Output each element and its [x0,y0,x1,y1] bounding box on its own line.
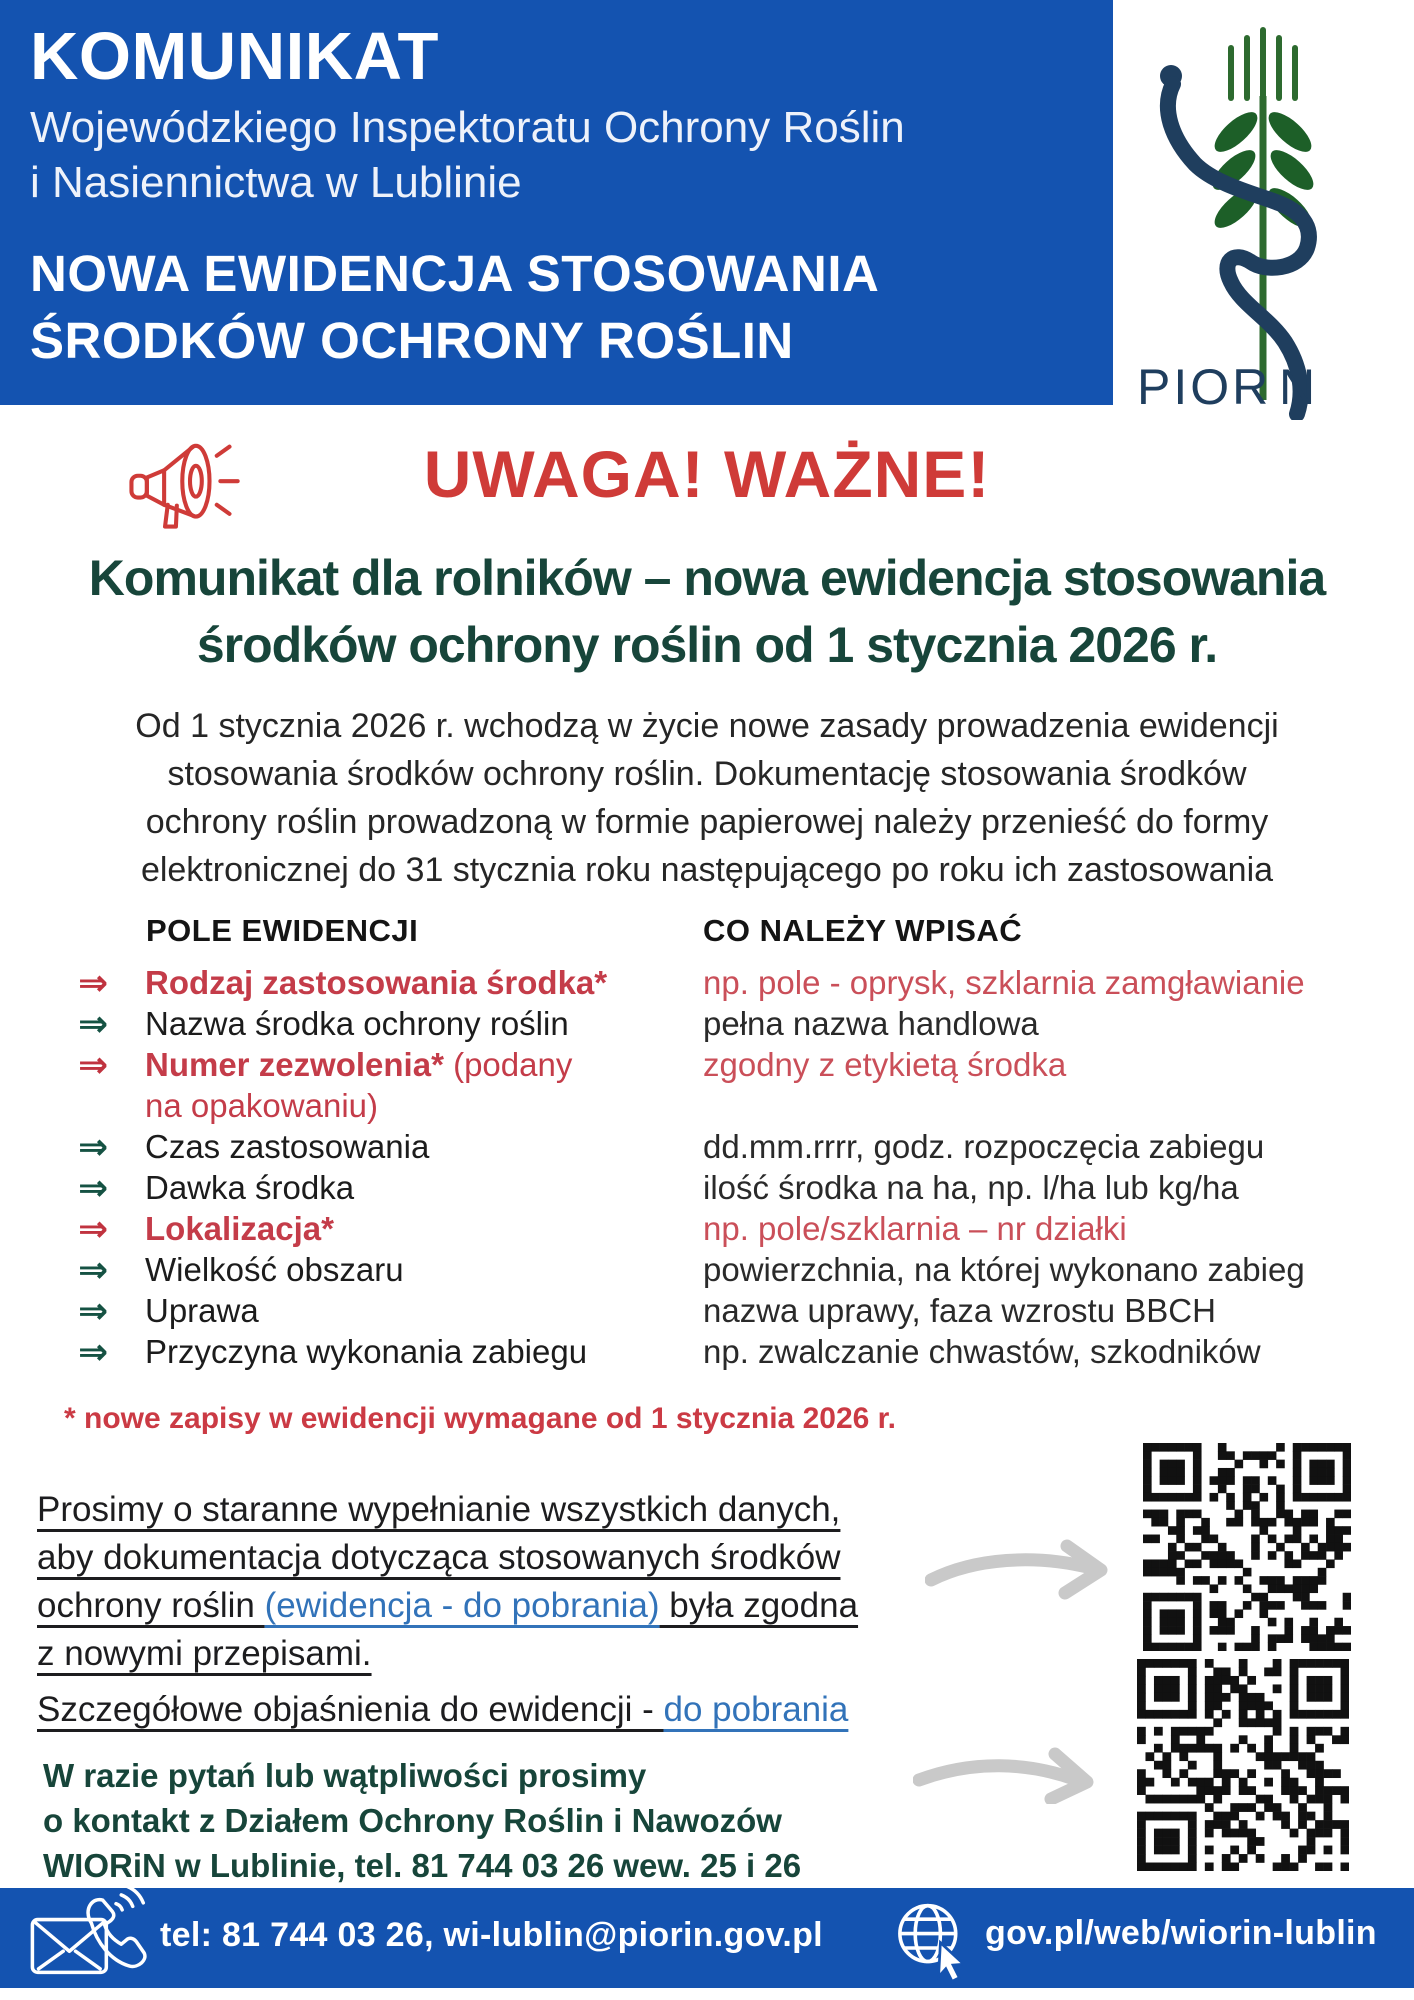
contact-block: W razie pytań lub wątpliwości prosimy o kontakt z Działem Ochrony Roślin i Nawozów WIORiN w Lublinie, tel. 81 744 03 26 wew. 25 i 26 [43,1757,802,1884]
header-subtitle: Wojewódzkiego Inspektoratu Ochrony Roślin i Nasiennictwa w Lublinie [30,103,905,207]
page-title: KOMUNIKAT [30,19,439,94]
alert-text: UWAGA! WAŻNE! [423,437,991,511]
qr-code-objasnienia [1137,1659,1349,1871]
arrow-right-icon: ⇒ [78,1208,109,1249]
footer-contact-text: tel: 81 744 03 26, wi-lublin@piorin.gov.pl [160,1916,823,1954]
request-paragraph: Prosimy o staranne wypełnianie wszystkich danych, aby dokumentacja dotycząca stosowanych środków ochrony roślin (ewidencja - do pobrania) była zgodna z nowymi przepisami. Szczegółowe objaśnienia do ewidencji - do pobrania [37,1490,859,1729]
arrow-right-icon: ⇒ [78,1249,109,1290]
alert-section [0,430,1414,540]
header-blue-panel [0,0,1113,405]
download-ewidencja-link[interactable]: (ewidencja - do pobrania) [264,1586,660,1625]
download-objasnienia-link[interactable]: do pobrania [663,1690,849,1729]
announcement-body: Od 1 stycznia 2026 r. wchodzą w życie nowe zasady prowadzenia ewidencji stosowania środków ochrony roślin. Dokumentację stosowania środków ochrony roślin prowadzoną w formie papierowej należy przenieść do formy elektronicznej do 31 stycznia roku następującego po roku ich zastosowania [135,707,1279,889]
curved-arrow-to-qr2 [913,1742,1113,1804]
piorin-wheat-snake-logo [1113,0,1414,420]
logo-text-n: N [1279,359,1316,415]
footer-bar [0,1888,1414,1988]
table-col2-header: CO NALEŻY WPISAĆ [703,913,1023,948]
evidence-table: ⇒ Rodzaj zastosowania środka* np. pole - oprysk, szklarnia zamgławianie ⇒ Nazwa środka ochrony roślin pełna nazwa handlowa ⇒ Numer zezwolenia* (podany na opakowaniu) zgodny z etykietą środka ⇒ Czas zastosowania dd.mm.rrrr, godz. rozpoczęcia zabiegu ⇒ Dawka środka ilość środka na ha, np. l/ha lub kg/ha ⇒ Lokalizacja* np. pole/szklarnia – nr działki ⇒ Wielkość obszaru powierzchnia, na której wykonano zabieg ⇒ Uprawa nazwa uprawy, faza wzrostu BBCH ⇒ Przyczyna wykonania zabiegu np. zwalczanie chwastów, szkodników [78,962,1305,1372]
header-banner-title: NOWA EWIDENCJA STOSOWANIA ŚRODKÓW OCHRONY ROŚLIN [30,245,880,369]
footer-website: gov.pl/web/wiorin-lublin [985,1914,1377,1952]
logo-text-pior: PIOR [1137,359,1272,415]
arrow-right-icon: ⇒ [78,1126,109,1167]
piorin-logo [1113,0,1414,420]
envelope-phone-icon [28,1870,160,1992]
arrow-right-icon: ⇒ [78,1003,109,1044]
curved-arrow-to-qr1 [925,1538,1125,1600]
arrow-right-icon: ⇒ [78,1044,109,1085]
table-col1-header: POLE EWIDENCJI [146,913,419,948]
globe-cursor-icon [890,1894,980,1984]
arrow-right-icon: ⇒ [78,1167,109,1208]
arrow-right-icon: ⇒ [78,1331,109,1372]
qr-code-ewidencja [1143,1443,1351,1651]
announcement-heading: Komunikat dla rolników – nowa ewidencja stosowania środków ochrony roślin od 1 stycznia 2026 r. [88,550,1326,673]
arrow-right-icon: ⇒ [78,1290,109,1331]
table-footnote: * nowe zapisy w ewidencji wymagane od 1 stycznia 2026 r. [64,1402,897,1435]
arrow-right-icon: ⇒ [78,962,109,1003]
